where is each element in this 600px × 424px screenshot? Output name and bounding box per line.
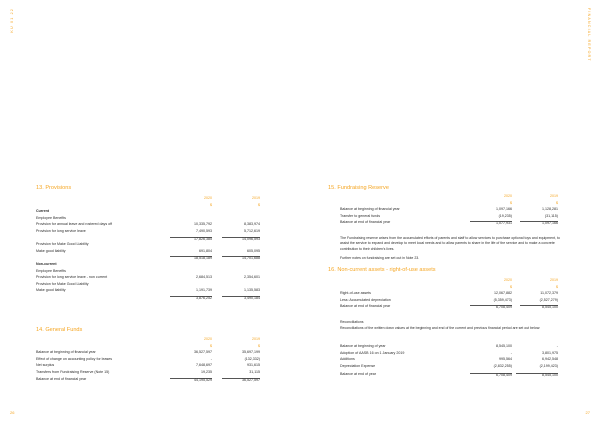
table-header-row: [36, 203, 264, 210]
table-header-row: [340, 285, 560, 292]
header-2020: $: [210, 202, 212, 207]
row-label: Make good liability: [36, 288, 66, 293]
fundraising-heading: 15. Fundraising Reserve: [328, 185, 389, 191]
table-row: [36, 357, 264, 364]
rou-table: [340, 278, 560, 311]
general-funds-heading: 14. General Funds: [36, 327, 83, 333]
table-row: [340, 364, 560, 371]
table-row: [340, 298, 560, 305]
header-2019: 2019: [550, 278, 558, 282]
rou-end-table: [340, 372, 560, 379]
fundraising-paragraph: The Fundraising reserve arises from the accumulated efforts of parents and staff to allow services to purchase optional toys and equipment, to assist the service to expand and develop to meet local needs and to allow parents to share in the life of the service and to make a concrete contribution to their children's lives.: [340, 236, 560, 251]
value-2019: 35,697,199: [242, 350, 260, 355]
value-2019: -: [556, 344, 558, 348]
table-row: [340, 220, 560, 227]
reconciliation-table: [340, 344, 560, 370]
row-label: Balance at beginning of financial year: [36, 350, 96, 355]
value-2019: (2,527,279): [539, 297, 558, 302]
table-row: [36, 350, 264, 357]
value-2019: 11,072,379: [540, 291, 558, 296]
value-2020: 36,527,597: [194, 350, 212, 355]
value-2020: 44,195,529: [170, 378, 212, 383]
value-2019: 6,942,548: [542, 357, 558, 362]
value-2020: (19,235): [498, 213, 512, 218]
table-row: [36, 295, 264, 302]
row-label: Balance at beginning of year: [340, 344, 386, 348]
row-label: Balance at end of financial year: [340, 304, 391, 309]
row-label: Provision for long service leave - non current: [36, 275, 108, 280]
table-row: [36, 216, 264, 223]
value-2020: 995,564: [499, 357, 512, 362]
reconciliations-title: Reconciliations: [340, 320, 364, 324]
row-label: Make good liability: [36, 248, 66, 253]
table-row: [36, 377, 264, 384]
table-row: [36, 242, 264, 249]
value-2020: 7,490,593: [196, 228, 212, 233]
row-label: Employee Benefits: [36, 215, 66, 220]
reconciliations-text: Reconciliations of the written down values at the beginning and end of the current and previous financial period are set out below:: [340, 326, 541, 330]
value-2020: (5,359,473): [493, 297, 512, 302]
header-2019: 2019: [252, 337, 260, 341]
value-2019: 8,383,974: [244, 222, 260, 227]
value-2020: 19,235: [201, 369, 212, 374]
value-2020: 18,518,189: [170, 256, 212, 261]
table-row: [340, 207, 560, 214]
table-header-row: [36, 344, 264, 351]
table-row: [36, 229, 264, 236]
rou-heading: 16. Non-current assets - right-of-use assets: [328, 267, 436, 273]
value-2019: 14,701,688: [222, 256, 260, 261]
value-2020: 2,684,513: [196, 275, 212, 280]
header-2020: 2020: [504, 278, 512, 282]
fundraising-table: [340, 194, 560, 227]
table-row: [36, 236, 264, 243]
value-2019: 1,135,583: [244, 288, 260, 293]
header-2020: $: [510, 284, 512, 289]
value-2020: 6,708,409: [470, 373, 512, 378]
table-row: [340, 214, 560, 221]
header-2020: 2020: [504, 194, 512, 198]
side-label-right: FINANCIAL REPORT: [587, 8, 591, 62]
header-2019: $: [556, 284, 558, 289]
row-label: Net surplus: [36, 363, 55, 368]
header-2020: 2020: [204, 196, 212, 200]
provisions-table: [36, 196, 264, 302]
value-2020: 6,708,409: [470, 305, 512, 310]
row-label: Balance at end of financial year: [340, 220, 391, 225]
value-2020: -: [510, 350, 512, 355]
row-label: Balance at end of year: [340, 372, 376, 376]
value-2019: (132,332): [244, 356, 260, 361]
header-2019: 2019: [252, 196, 260, 200]
table-row: [36, 370, 264, 377]
row-label: Right-of-use assets: [340, 291, 371, 296]
table-header-row: [340, 194, 560, 201]
row-label: Balance at end of financial year: [36, 376, 87, 381]
value-2020: -: [210, 356, 212, 361]
row-label: Less: Accumulated depreciation: [340, 297, 391, 302]
value-2019: 31,115: [249, 369, 260, 374]
page-number-left: 26: [10, 410, 15, 415]
value-2019: 14,096,593: [222, 237, 260, 242]
row-label: Adoption of AASB 16 on 1 January 2019: [340, 350, 405, 355]
value-2020: 1,077,931: [470, 221, 512, 226]
table-row: [36, 288, 264, 295]
table-row: [340, 357, 560, 364]
value-2020: 17,826,385: [170, 237, 212, 242]
row-label: Non-current: [36, 261, 57, 266]
row-label: Provision for Make Good Liability: [36, 281, 89, 286]
value-2019: 3,801,975: [542, 350, 558, 355]
value-2019: 3,490,184: [222, 296, 260, 301]
row-label: Transfers from Fundraising Reserve (Note 15): [36, 369, 110, 374]
table-header-row: [36, 337, 264, 344]
value-2020: (2,832,255): [493, 363, 512, 368]
value-2019: 2,354,601: [244, 275, 260, 280]
header-2020: $: [510, 200, 512, 205]
value-2020: 8,545,100: [496, 344, 512, 348]
value-2019: 36,527,597: [222, 378, 260, 383]
value-2019: 1,097,166: [520, 221, 558, 226]
table-header-row: [340, 201, 560, 208]
value-2020: 10,335,792: [194, 222, 212, 227]
table-row: [36, 255, 264, 262]
value-2019: (2,199,423): [539, 363, 558, 368]
table-row: [340, 372, 560, 379]
value-2019: (31,115): [544, 213, 558, 218]
table-row: [36, 282, 264, 289]
row-label: Transfer to general funds: [340, 213, 381, 218]
table-row: [36, 269, 264, 276]
row-label: Balance at beginning of financial year: [340, 207, 400, 212]
header-2019: $: [258, 343, 260, 348]
table-row: [340, 304, 560, 311]
table-row: [36, 222, 264, 229]
value-2020: 12,067,882: [494, 291, 512, 296]
value-2019: 8,545,100: [516, 373, 558, 378]
value-2020: 3,876,252: [170, 296, 212, 301]
provisions-heading: 13. Provisions: [36, 185, 72, 191]
row-label: Provision for long service leave: [36, 228, 86, 233]
table-row: [340, 351, 560, 358]
header-2019: 2019: [550, 194, 558, 198]
page-number-right: 27: [585, 410, 590, 415]
table-row: [36, 209, 264, 216]
row-label: Provision for Make Good Liability: [36, 242, 89, 247]
value-2019: 8,545,100: [520, 305, 558, 310]
table-row: [36, 363, 264, 370]
fundraising-note: Further notes on fundraising are set out in Note 23.: [340, 256, 420, 260]
value-2020: 691,804: [199, 248, 212, 253]
row-label: Additions: [340, 357, 355, 362]
header-2019: $: [258, 202, 260, 207]
value-2019: 605,095: [247, 248, 260, 253]
row-label: Effect of change on accounting policy for leases: [36, 356, 113, 361]
table-row: [340, 344, 560, 351]
table-row: [36, 249, 264, 256]
header-2020: 2020: [204, 337, 212, 341]
value-2020: 7,648,697: [196, 363, 212, 368]
value-2020: 1,191,739: [196, 288, 212, 293]
value-2019: 5,712,619: [244, 228, 260, 233]
side-label-left: KU 01 22: [10, 8, 14, 33]
value-2019: 931,615: [247, 363, 260, 368]
row-label: Provision for annual leave and rostered days off: [36, 222, 113, 227]
value-2020: 1,097,166: [496, 207, 512, 212]
table-header-row: [340, 278, 560, 285]
header-2019: $: [556, 200, 558, 205]
row-label: Current: [36, 209, 49, 214]
general-funds-table: [36, 337, 264, 383]
table-row: [36, 262, 264, 269]
table-row: [340, 291, 560, 298]
table-header-row: [36, 196, 264, 203]
header-2020: $: [210, 343, 212, 348]
table-row: [36, 275, 264, 282]
value-2019: 1,128,281: [542, 207, 558, 212]
row-label: Employee Benefits: [36, 268, 66, 273]
row-label: Depreciation Expense: [340, 363, 376, 368]
